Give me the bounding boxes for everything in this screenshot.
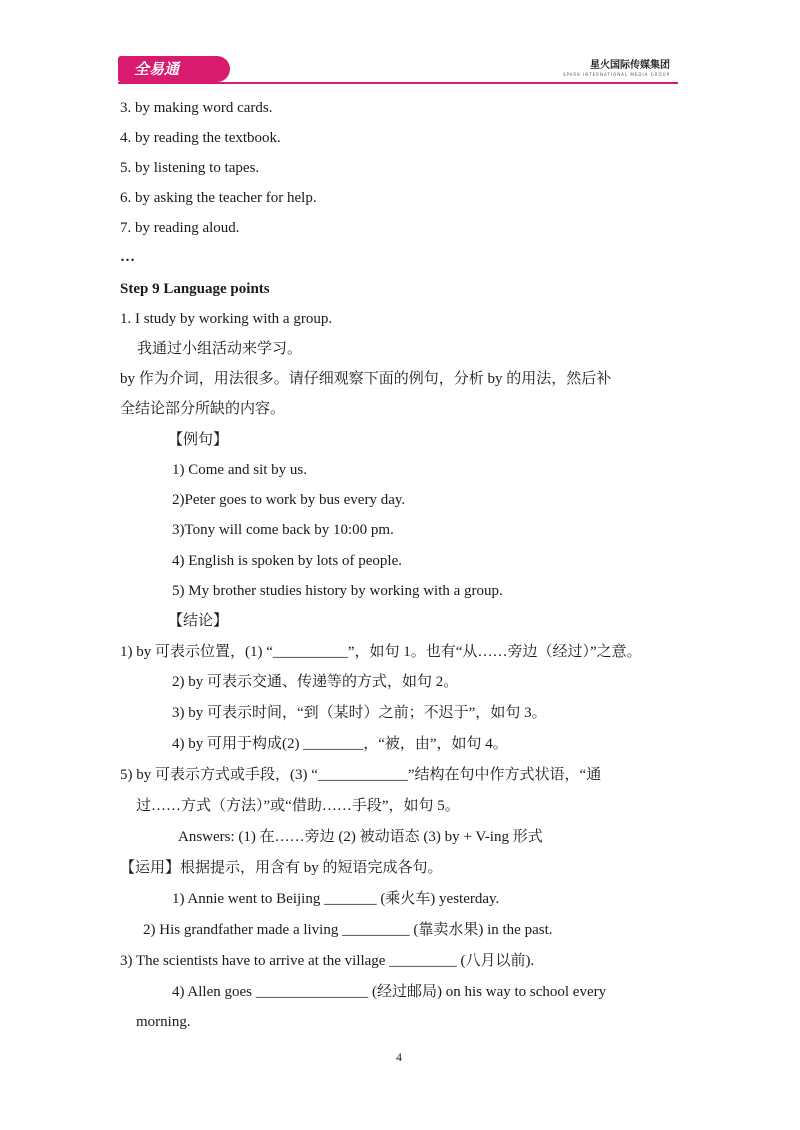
point-1-translation: 我通过小组活动来学习。 bbox=[137, 341, 303, 357]
example-2: 2)Peter goes to work by bus every day. bbox=[172, 492, 406, 508]
publisher-brand bbox=[563, 60, 670, 78]
header-rule bbox=[118, 82, 678, 84]
ellipsis: … bbox=[120, 249, 135, 265]
instruction-line-1: by 作为介词，用法很多。请仔细观察下面的例句，分析 by 的用法，然后补 bbox=[120, 371, 612, 387]
method-3: 3. by making word cards. bbox=[120, 100, 273, 116]
brand-name-en: SPARK INTERNATIONAL MEDIA GROUP bbox=[562, 72, 670, 77]
method-4: 4. by reading the textbook. bbox=[120, 130, 281, 146]
practice-4-line-1: 4) Allen goes _______________ (经过邮局) on his way to school every bbox=[172, 984, 607, 1000]
page-header bbox=[118, 56, 678, 86]
point-1-sentence: 1. I study by working with a group. bbox=[120, 311, 333, 327]
conclusion-1: 1) by 可表示位置，(1) “__________”，如句 1。也有“从……旁边（经过）”之意。 bbox=[120, 644, 642, 660]
method-5: 5. by listening to tapes. bbox=[120, 160, 260, 176]
practice-3: 3) The scientists have to arrive at the village _________ (八月以前). bbox=[120, 953, 535, 969]
instruction-line-2: 全结论部分所缺的内容。 bbox=[120, 401, 286, 417]
step-heading: Step 9 Language points bbox=[120, 281, 270, 297]
brand-name-cn: 星火国际传媒集团 bbox=[590, 60, 670, 71]
conclusion-5-line-1: 5) by 可表示方式或手段，(3) “____________”结构在句中作方式状语，“通 bbox=[120, 767, 602, 783]
example-4: 4) English is spoken by lots of people. bbox=[172, 553, 402, 569]
quanyitong-logo: 全易通 bbox=[118, 56, 230, 82]
conclusion-2: 2) by 可表示交通、传递等的方式，如句 2。 bbox=[172, 674, 459, 690]
method-6: 6. by asking the teacher for help. bbox=[120, 190, 317, 206]
conclusion-3: 3) by 可表示时间，“到（某时）之前；不迟于”，如句 3。 bbox=[172, 705, 547, 721]
answers-line: Answers: (1) 在……旁边 (2) 被动语态 (3) by + V-ing 形式 bbox=[178, 829, 543, 845]
example-1: 1) Come and sit by us. bbox=[172, 462, 307, 478]
practice-1: 1) Annie went to Beijing _______ (乘火车) yesterday. bbox=[172, 891, 500, 907]
example-5: 5) My brother studies history by working with a group. bbox=[172, 583, 503, 599]
method-7: 7. by reading aloud. bbox=[120, 220, 240, 236]
example-3: 3)Tony will come back by 10:00 pm. bbox=[172, 522, 394, 538]
conclusion-4: 4) by 可用于构成(2) ________，“被，由”，如句 4。 bbox=[172, 736, 508, 752]
practice-heading: 【运用】根据提示，用含有 by 的短语完成各句。 bbox=[120, 860, 443, 876]
conclusion-heading: 【结论】 bbox=[168, 613, 229, 629]
practice-2: 2) His grandfather made a living _________ (靠卖水果) in the past. bbox=[143, 922, 553, 938]
conclusion-5-line-2: 过……方式（方法）”或“借助……手段”，如句 5。 bbox=[136, 798, 460, 814]
examples-heading: 【例句】 bbox=[168, 432, 229, 448]
page-number: 4 bbox=[396, 1050, 402, 1064]
practice-4-line-2: morning. bbox=[136, 1014, 191, 1030]
